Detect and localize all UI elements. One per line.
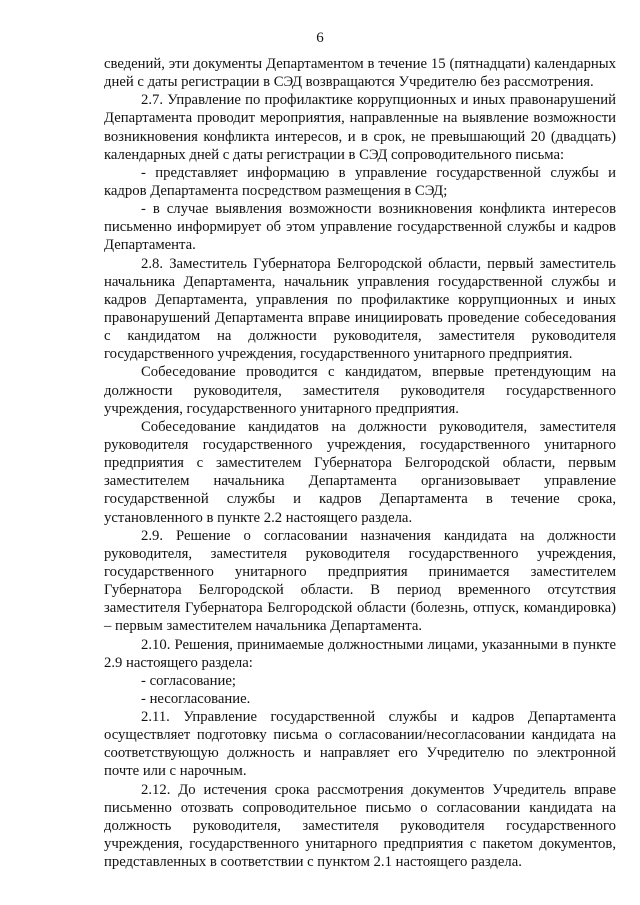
paragraph-p-2-11: 2.11. Управление государственной службы и кадров Департамента осуществляет подготовку письма о согласовании/несогласовании кандидата на соответствующую должность и направляет его Учредителю по электронной почте или с нарочным.: [104, 709, 616, 780]
paragraph-p-2-9: 2.9. Решение о согласовании назначения кандидата на должности руководителя, заместителя руководителя государственного учреждения, государственного унитарного предприятия принимается заместителем Губернатора Белгородской области. В период временного отсутствия заместителя Губернатора Белгородской области (болезнь, отпуск, командировка) – первым заместителем начальника Департамента.: [104, 527, 616, 635]
paragraph-p-2-10: 2.10. Решения, принимаемые должностными лицами, указанными в пункте 2.9 настоящего раздела:: [104, 636, 616, 671]
paragraph-p-2-8: 2.8. Заместитель Губернатора Белгородской области, первый заместитель начальника Департамента, начальник управления государственной службы и кадров Департамента, управления по профилактике коррупционных и иных правонарушений Департамента вправе инициировать проведение собеседования с кандидатом на должности руководителя, заместителя руководителя государственного учреждения, государственного унитарного предприятия.: [104, 255, 616, 363]
paragraph-p-2-7-b: - в случае выявления возможности возникновения конфликта интересов письменно информирует об этом управление государственной службы и кадров Департамента.: [104, 201, 616, 254]
paragraph-p-2-7-a: - представляет информацию в управление государственной службы и кадров Департамента посредством размещения в СЭД;: [104, 164, 616, 199]
document-body: [104, 55, 616, 871]
paragraph-p-2-10-a: - согласование;: [141, 672, 236, 689]
paragraph-p-2-12: 2.12. До истечения срока рассмотрения документов Учредитель вправе письменно отозвать сопроводительное письмо о согласовании кандидата на должность руководителя, заместителя руководителя государственного учреждения, государственного унитарного предприятия с пакетом документов, представленных в соответствии с пунктом 2.1 настоящего раздела.: [104, 781, 616, 871]
page-number: 6: [316, 30, 324, 46]
paragraph-p-2-8-b: Собеседование проводится с кандидатом, впервые претендующим на должности руководителя, заместителя руководителя государственного учреждения, государственного унитарного предприятия.: [104, 364, 616, 417]
paragraph-p-2-10-b: - несогласование.: [141, 690, 251, 707]
paragraph-p-cont: сведений, эти документы Департаментом в течение 15 (пятнадцати) календарных дней с даты регистрации в СЭД возвращаются Учредителю без рассмотрения.: [104, 56, 616, 91]
paragraph-p-2-8-c: Собеседование кандидатов на должности руководителя, заместителя руководителя государственного учреждения, государственного унитарного предприятия с заместителем Губернатора Белгородской области, первым заместителем начальника Департамента организовывает управление государственной службы и кадров Департамента в течение срока, установленного в пункте 2.2 настоящего раздела.: [104, 418, 616, 526]
paragraph-p-2-7: 2.7. Управление по профилактике коррупционных и иных правонарушений Департамента проводит мероприятия, направленные на выявление возможности возникновения конфликта интересов, и в срок, не превышающий 20 (двадцать) календарных дней с даты регистрации в СЭД сопроводительного письма:: [104, 92, 616, 163]
